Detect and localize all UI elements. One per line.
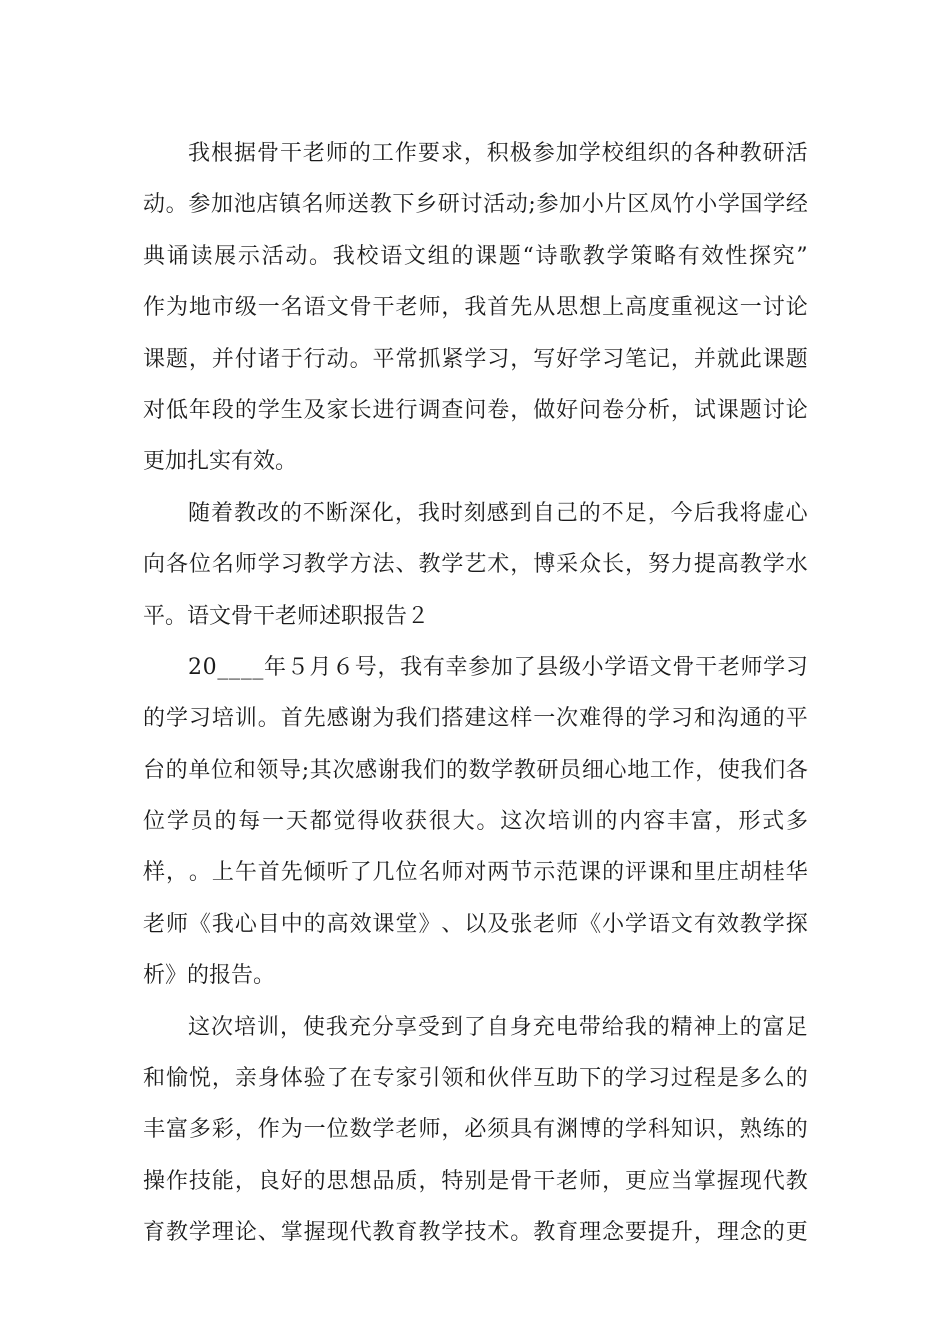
document-body — [143, 128, 808, 1259]
text-line: 随 着 教 改 的 不 断 深 化 ， 我 时 刻 感 到 自 己 的 不 足 ， 今 后 我 将 虚 心 — [188, 500, 808, 526]
text-line: 和 愉 悦 ， 亲 身 体 验 了 在 专 家 引 领 和 伙 伴 互 助 下 的 学 习 过 程 是 多 么 的 — [143, 1066, 808, 1092]
text-line: 操 作 技 能 ， 良 好 的 思 想 品 质 ， 特 别 是 骨 干 老 师 ， 更 应 当 掌 握 现 代 教 — [143, 1168, 808, 1194]
text-line: 课 题 ， 并 付 诸 于 行 动 。 平 常 抓 紧 学 习 ， 写 好 学 习 笔 记 ， 并 就 此 课 题 — [143, 346, 808, 372]
text-line: 典 诵 读 展 示 活 动 。 我 校 语 文 组 的 课 题 “ 诗 歌 教 学 策 略 有 效 性 探 究 ” — [143, 243, 808, 269]
text-line: 台 的 单 位 和 领 导 ; 其 次 感 谢 我 们 的 数 学 教 研 员 细 心 地 工 作 ， 使 我 们 各 — [143, 757, 808, 783]
text-line: 2 0 _ _ _ _ 年 ５ 月 ６ 号 ， 我 有 幸 参 加 了 县 级 小 学 语 文 骨 干 老 师 学 习 — [188, 654, 808, 680]
text-line: 老 师 《 我 心 目 中 的 高 效 课 堂 》 、 以 及 张 老 师 《 小 学 语 文 有 效 教 学 探 — [143, 911, 808, 937]
text-line: 平。语文骨干老师述职报告２ — [143, 603, 430, 629]
text-line: 这 次 培 训 ， 使 我 充 分 享 受 到 了 自 身 充 电 带 给 我 的 精 神 上 的 富 足 — [188, 1014, 808, 1040]
text-line: 向 各 位 名 师 学 习 教 学 方 法 、 教 学 艺 术 ， 博 采 众 长 ， 努 力 提 高 教 学 水 — [143, 552, 808, 578]
text-line: 的 学 习 培 训 。 首 先 感 谢 为 我 们 搭 建 这 样 一 次 难 得 的 学 习 和 沟 通 的 平 — [143, 706, 808, 732]
text-line: 对 低 年 段 的 学 生 及 家 长 进 行 调 查 问 卷 ， 做 好 问 卷 分 析 ， 试 课 题 讨 论 — [143, 397, 808, 423]
text-line: 样 ， 。 上 午 首 先 倾 听 了 几 位 名 师 对 两 节 示 范 课 的 评 课 和 里 庄 胡 桂 华 — [143, 860, 808, 886]
text-line: 位 学 员 的 每 一 天 都 觉 得 收 获 很 大 。 这 次 培 训 的 内 容 丰 富 ， 形 式 多 — [143, 809, 808, 835]
text-line: 丰 富 多 彩 ， 作 为 一 位 数 学 老 师 ， 必 须 具 有 渊 博 的 学 科 知 识 ， 熟 练 的 — [143, 1117, 808, 1143]
text-line: 更加扎实有效。 — [143, 449, 298, 475]
text-line: 我 根 据 骨 干 老 师 的 工 作 要 求 ， 积 极 参 加 学 校 组 织 的 各 种 教 研 活 — [188, 141, 808, 166]
text-line: 育 教 学 理 论 、 掌 握 现 代 教 育 教 学 技 术 。 教 育 理 念 要 提 升 ， 理 念 的 更 — [143, 1220, 808, 1246]
text-line: 析》的报告。 — [143, 963, 276, 989]
text-line: 动 。 参 加 池 店 镇 名 师 送 教 下 乡 研 讨 活 动 ; 参 加 小 片 区 凤 竹 小 学 国 学 经 — [143, 192, 808, 218]
text-line: 作 为 地 市 级 一 名 语 文 骨 干 老 师 ， 我 首 先 从 思 想 上 高 度 重 视 这 一 讨 论 — [143, 295, 808, 321]
